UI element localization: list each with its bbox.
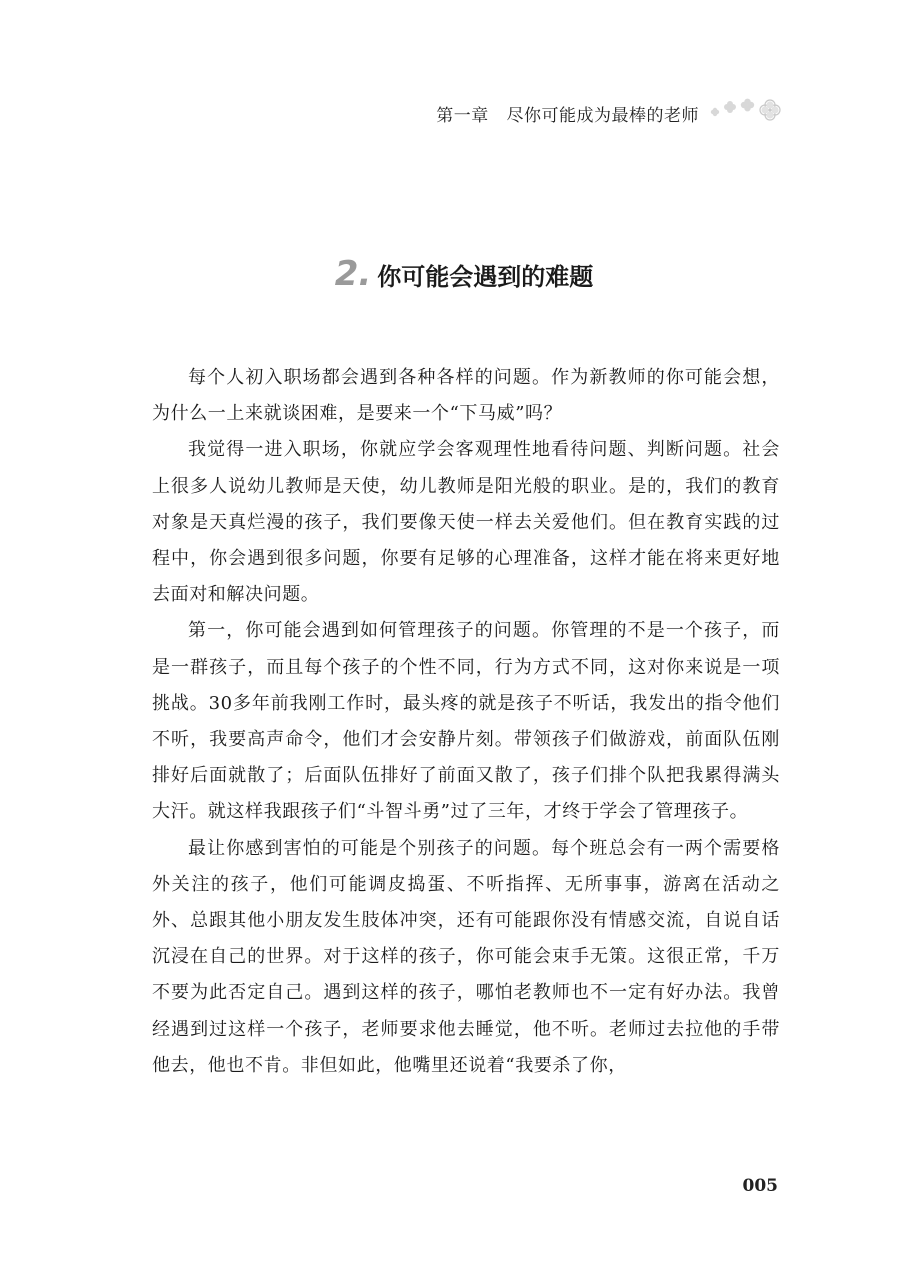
page-number: 005	[742, 1176, 778, 1196]
section-title	[150, 254, 778, 294]
paragraph: 第一，你可能会遇到如何管理孩子的问题。你管理的不是一个孩子，而是一群孩子，而且每个孩子的个性不同，行为方式不同，这对你来说是一项挑战。30多年前我刚工作时，最头疼的就是孩子不听话，我发出的指令他们不听，我要高声命令，他们才会安静片刻。带领孩子们做游戏，前面队伍刚排好后面就散了；后面队伍排好了前面又散了，孩子们排个队把我累得满头大汗。就这样我跟孩子们“斗智斗勇”过了三年，才终于学会了管理孩子。	[152, 620, 780, 823]
chapter-number: 第一章	[436, 105, 489, 126]
clover-cluster-icon	[707, 98, 785, 128]
paragraph: 最让你感到害怕的可能是个别孩子的问题。每个班总会有一两个需要格外关注的孩子，他们可能调皮捣蛋、不听指挥、无所事事，游离在活动之外、总跟其他小朋友发生肢体冲突，还有可能跟你没有情感交流，自说自话沉浸在自己的世界。对于这样的孩子，你可能会束手无策。这很正常，千万不要为此否定自己。遇到这样的孩子，哪怕老教师也不一定有好办法。我曾经遇到过这样一个孩子，老师要求他去睡觉，他不听。老师过去拉他的手带他去，他也不肯。非但如此，他嘴里还说着“我要杀了你，	[152, 837, 780, 1076]
body-text	[152, 360, 780, 1084]
section-heading: 你可能会遇到的难题	[377, 262, 594, 291]
section-number: 2.	[334, 254, 372, 294]
paragraph: 每个人初入职场都会遇到各种各样的问题。作为新教师的你可能会想，为什么一上来就谈困难，是要来一个“下马威”吗？	[152, 367, 780, 425]
paragraph: 我觉得一进入职场，你就应学会客观理性地看待问题、判断问题。社会上很多人说幼儿教师是天使，幼儿教师是阳光般的职业。是的，我们的教育对象是天真烂漫的孩子，我们要像天使一样去关爱他们。但在教育实践的过程中，你会遇到很多问题，你要有足够的心理准备，这样才能在将来更好地去面对和解决问题。	[152, 439, 780, 606]
chapter-label	[436, 101, 699, 126]
running-header	[420, 98, 785, 128]
chapter-title: 尽你可能成为最棒的老师	[506, 105, 699, 126]
